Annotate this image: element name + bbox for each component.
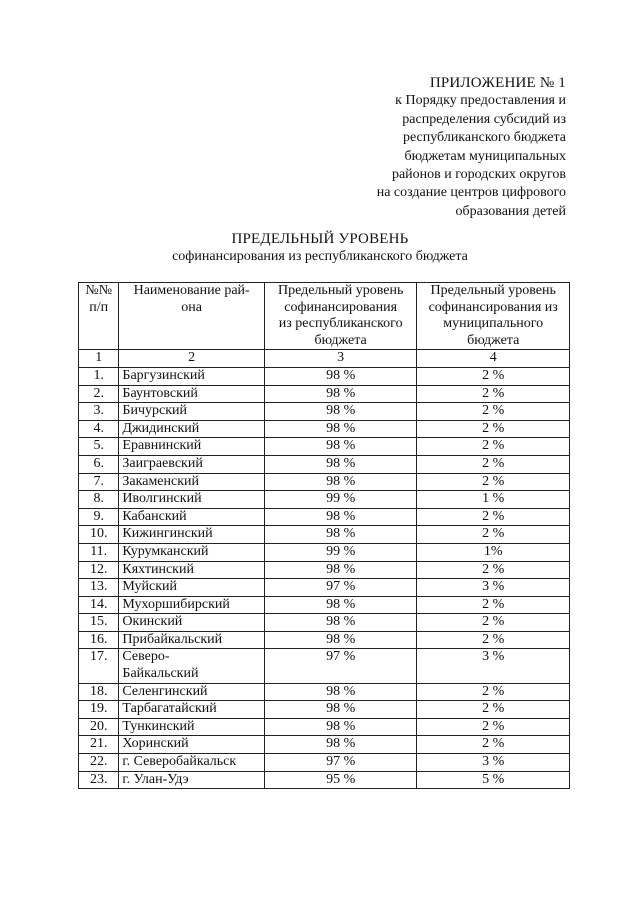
header-municipal-line: софинансирования из bbox=[428, 299, 558, 315]
table-row bbox=[79, 526, 570, 544]
district-name-line: Заиграевский bbox=[122, 455, 203, 471]
header-num-line: п/п bbox=[89, 299, 109, 315]
republic-share: 98 % bbox=[264, 508, 417, 526]
row-number: 4. bbox=[79, 420, 119, 438]
header-republic-line: из республиканского bbox=[278, 316, 403, 332]
municipal-share: 2 % bbox=[417, 683, 570, 701]
header-num bbox=[79, 283, 119, 350]
row-number: 11. bbox=[79, 543, 119, 561]
document-title: ПРЕДЕЛЬНЫЙ УРОВЕНЬ bbox=[231, 231, 409, 247]
row-number: 18. bbox=[79, 683, 119, 701]
row-number: 8. bbox=[79, 491, 119, 509]
district-name bbox=[119, 649, 264, 683]
row-number: 12. bbox=[79, 561, 119, 579]
district-name-line: Тункинский bbox=[122, 718, 195, 734]
district-name-line: Курумканский bbox=[122, 543, 209, 559]
district-name bbox=[119, 771, 264, 789]
municipal-share: 2 % bbox=[417, 455, 570, 473]
district-name bbox=[119, 754, 264, 772]
row-number: 9. bbox=[79, 508, 119, 526]
table-row bbox=[79, 771, 570, 789]
municipal-share: 2 % bbox=[417, 718, 570, 736]
municipal-share: 2 % bbox=[417, 420, 570, 438]
appendix-header bbox=[377, 74, 566, 221]
district-name bbox=[119, 491, 264, 509]
district-name-line: Баргузинский bbox=[122, 367, 205, 383]
district-name bbox=[119, 631, 264, 649]
table-row bbox=[79, 438, 570, 456]
table-row bbox=[79, 491, 570, 509]
district-name bbox=[119, 579, 264, 597]
district-name-line: г. Северобайкальск bbox=[122, 754, 237, 770]
table-row bbox=[79, 683, 570, 701]
municipal-share: 2 % bbox=[417, 508, 570, 526]
table-row bbox=[79, 701, 570, 719]
district-name bbox=[119, 403, 264, 421]
district-name-line: Бичурский bbox=[122, 403, 187, 419]
republic-share: 98 % bbox=[264, 385, 417, 403]
district-name-line: Байкальский bbox=[122, 666, 199, 682]
appendix-line: республиканского бюджета bbox=[402, 130, 566, 146]
district-name bbox=[119, 526, 264, 544]
column-index: 3 bbox=[264, 350, 417, 368]
row-number: 17. bbox=[79, 649, 119, 683]
header-republic-line: софинансирования bbox=[284, 299, 398, 315]
district-name-line: Селенгинский bbox=[122, 683, 208, 699]
municipal-share: 1% bbox=[417, 543, 570, 561]
header-republic bbox=[264, 283, 417, 350]
district-name-line: Кабанский bbox=[122, 508, 187, 524]
district-name-line: Джидинский bbox=[122, 420, 200, 436]
table-row bbox=[79, 579, 570, 597]
municipal-share: 2 % bbox=[417, 701, 570, 719]
district-name bbox=[119, 736, 264, 754]
row-number: 21. bbox=[79, 736, 119, 754]
municipal-share: 2 % bbox=[417, 473, 570, 491]
document-subtitle: софинансирования из республиканского бюджета bbox=[172, 249, 468, 264]
district-name-line: Закаменский bbox=[122, 473, 200, 489]
republic-share: 98 % bbox=[264, 596, 417, 614]
header-municipal bbox=[417, 283, 570, 350]
republic-share: 98 % bbox=[264, 455, 417, 473]
table-row bbox=[79, 455, 570, 473]
republic-share: 97 % bbox=[264, 579, 417, 597]
republic-share: 98 % bbox=[264, 473, 417, 491]
header-republic-line: Предельный уровень bbox=[277, 283, 404, 298]
republic-share: 98 % bbox=[264, 631, 417, 649]
republic-share: 98 % bbox=[264, 526, 417, 544]
district-name-line: Мухоршибирский bbox=[122, 596, 230, 612]
district-name-line: Прибайкальский bbox=[122, 631, 223, 647]
district-name bbox=[119, 561, 264, 579]
appendix-line: на создание центров цифрового bbox=[376, 185, 566, 201]
table-row bbox=[79, 543, 570, 561]
row-number: 2. bbox=[79, 385, 119, 403]
district-name-line: Северо- bbox=[122, 649, 170, 665]
district-name bbox=[119, 508, 264, 526]
district-name bbox=[119, 543, 264, 561]
header-municipal-line: Предельный уровень bbox=[430, 283, 556, 298]
municipal-share: 3 % bbox=[417, 754, 570, 772]
municipal-share: 5 % bbox=[417, 771, 570, 789]
table-row bbox=[79, 614, 570, 632]
district-name bbox=[119, 367, 264, 385]
district-name bbox=[119, 438, 264, 456]
appendix-line: распределения субсидий из bbox=[402, 111, 566, 127]
table-row bbox=[79, 718, 570, 736]
appendix-title: ПРИЛОЖЕНИЕ № 1 bbox=[429, 75, 566, 91]
table-header-row bbox=[79, 283, 570, 350]
row-number: 1. bbox=[79, 367, 119, 385]
district-name bbox=[119, 473, 264, 491]
cofinancing-table bbox=[78, 282, 570, 789]
district-name-line: Иволгинский bbox=[122, 491, 202, 507]
municipal-share: 3 % bbox=[417, 649, 570, 683]
header-name-line: Наименование рай- bbox=[133, 283, 250, 298]
republic-share: 98 % bbox=[264, 438, 417, 456]
row-number: 5. bbox=[79, 438, 119, 456]
municipal-share: 2 % bbox=[417, 526, 570, 544]
district-name-line: Кяхтинский bbox=[122, 561, 194, 577]
row-number: 13. bbox=[79, 579, 119, 597]
district-name-line: Еравнинский bbox=[122, 438, 202, 454]
table-row bbox=[79, 754, 570, 772]
header-num-line: №№ bbox=[85, 283, 113, 298]
district-name bbox=[119, 420, 264, 438]
table-row bbox=[79, 649, 570, 683]
republic-share: 98 % bbox=[264, 718, 417, 736]
republic-share: 98 % bbox=[264, 561, 417, 579]
municipal-share: 2 % bbox=[417, 367, 570, 385]
municipal-share: 2 % bbox=[417, 736, 570, 754]
republic-share: 98 % bbox=[264, 614, 417, 632]
district-name bbox=[119, 596, 264, 614]
column-index: 2 bbox=[119, 350, 264, 368]
table-row bbox=[79, 596, 570, 614]
republic-share: 98 % bbox=[264, 736, 417, 754]
appendix-line: бюджетам муниципальных bbox=[404, 148, 566, 164]
row-number: 19. bbox=[79, 701, 119, 719]
republic-share: 98 % bbox=[264, 683, 417, 701]
district-name bbox=[119, 683, 264, 701]
district-name-line: Тарбагатайский bbox=[122, 701, 217, 717]
header-municipal-line: бюджета bbox=[467, 332, 520, 348]
row-number: 6. bbox=[79, 455, 119, 473]
row-number: 23. bbox=[79, 771, 119, 789]
republic-share: 98 % bbox=[264, 420, 417, 438]
republic-share: 99 % bbox=[264, 491, 417, 509]
appendix-line: к Порядку предоставления и bbox=[395, 93, 566, 109]
district-name bbox=[119, 455, 264, 473]
republic-share: 98 % bbox=[264, 367, 417, 385]
district-name bbox=[119, 614, 264, 632]
republic-share: 98 % bbox=[264, 701, 417, 719]
district-name-line: Окинский bbox=[122, 614, 183, 630]
district-name bbox=[119, 385, 264, 403]
republic-share: 99 % bbox=[264, 543, 417, 561]
table-row bbox=[79, 367, 570, 385]
document-heading bbox=[0, 230, 640, 266]
row-number: 7. bbox=[79, 473, 119, 491]
column-index: 1 bbox=[79, 350, 119, 368]
republic-share: 98 % bbox=[264, 403, 417, 421]
table-row bbox=[79, 420, 570, 438]
row-number: 16. bbox=[79, 631, 119, 649]
table-row bbox=[79, 473, 570, 491]
row-number: 22. bbox=[79, 754, 119, 772]
table-row bbox=[79, 403, 570, 421]
republic-share: 95 % bbox=[264, 771, 417, 789]
district-name-line: Кижингинский bbox=[122, 526, 213, 542]
municipal-share: 2 % bbox=[417, 385, 570, 403]
district-name-line: Муйский bbox=[122, 579, 177, 595]
district-name-line: Баунтовский bbox=[122, 385, 198, 401]
row-number: 20. bbox=[79, 718, 119, 736]
header-name bbox=[119, 283, 264, 350]
column-index-row bbox=[79, 350, 570, 368]
municipal-share: 2 % bbox=[417, 438, 570, 456]
republic-share: 97 % bbox=[264, 754, 417, 772]
municipal-share: 2 % bbox=[417, 596, 570, 614]
column-index: 4 bbox=[417, 350, 570, 368]
appendix-line: образования детей bbox=[455, 203, 566, 219]
table-row bbox=[79, 736, 570, 754]
row-number: 14. bbox=[79, 596, 119, 614]
municipal-share: 3 % bbox=[417, 579, 570, 597]
municipal-share: 2 % bbox=[417, 561, 570, 579]
row-number: 15. bbox=[79, 614, 119, 632]
table-row bbox=[79, 561, 570, 579]
table-body bbox=[79, 367, 570, 788]
header-name-line: она bbox=[181, 299, 202, 315]
table-row bbox=[79, 385, 570, 403]
row-number: 3. bbox=[79, 403, 119, 421]
district-name-line: г. Улан-Удэ bbox=[122, 771, 189, 787]
district-name-line: Хоринский bbox=[122, 736, 189, 752]
municipal-share: 1 % bbox=[417, 491, 570, 509]
republic-share: 97 % bbox=[264, 649, 417, 683]
district-name bbox=[119, 718, 264, 736]
municipal-share: 2 % bbox=[417, 614, 570, 632]
table-row bbox=[79, 508, 570, 526]
appendix-line: районов и городских округов bbox=[391, 167, 566, 183]
municipal-share: 2 % bbox=[417, 403, 570, 421]
header-republic-line: бюджета bbox=[314, 332, 367, 348]
district-name bbox=[119, 701, 264, 719]
row-number: 10. bbox=[79, 526, 119, 544]
table-row bbox=[79, 631, 570, 649]
municipal-share: 2 % bbox=[417, 631, 570, 649]
header-municipal-line: муниципального bbox=[443, 316, 544, 332]
